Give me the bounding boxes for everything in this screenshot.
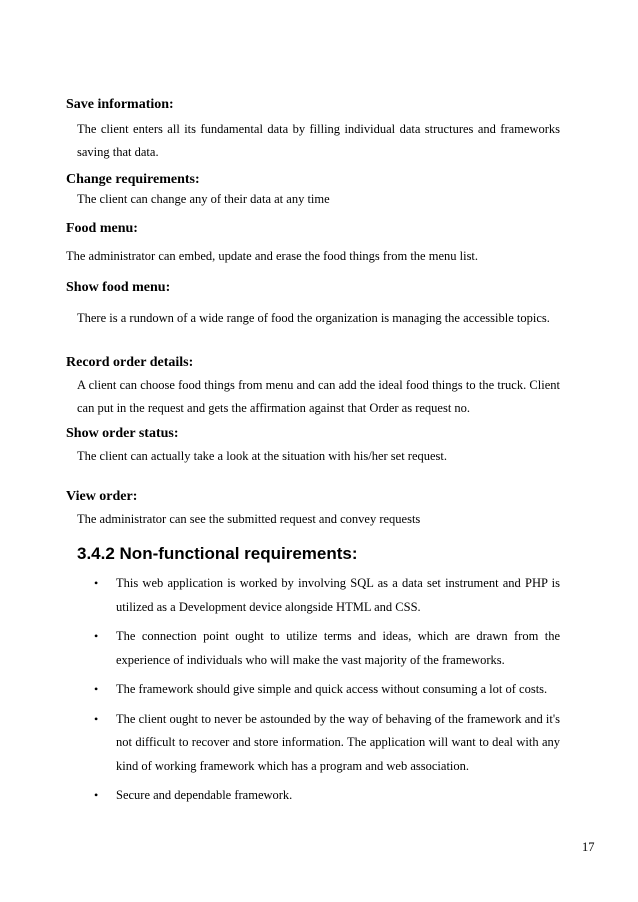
list-item (92, 784, 560, 808)
list-item-text: The framework should give simple and quick access without consuming a lot of costs. (116, 682, 548, 696)
paragraph-show-order-status: The client can actually take a look at the situation with his/her set request. (77, 449, 448, 463)
list-item (92, 678, 560, 702)
heading-save-information: Save information: (66, 97, 174, 112)
list-item (92, 708, 560, 779)
list-item-text: This web application is worked by involving SQL as a data set instrument and PHP is utilized as a Development device alongside HTML and CSS. (116, 576, 560, 614)
bullet-icon: • (94, 629, 99, 643)
bullet-icon: • (94, 788, 99, 802)
heading-change-requirements: Change requirements: (66, 172, 200, 187)
list-item (92, 625, 560, 672)
heading-record-order-details: Record order details: (66, 355, 194, 370)
page-number: 17 (582, 840, 595, 854)
paragraph-record-order-details: A client can choose food things from menu and can add the ideal food things to the truck. Client can put in the request and gets the affirmation against that Order as request no. (77, 378, 560, 415)
paragraph-view-order: The administrator can see the submitted request and convey requests (77, 512, 421, 526)
paragraph-save-information: The client enters all its fundamental data by filling individual data structures and frameworks saving that data. (77, 122, 560, 159)
nonfunctional-list (92, 572, 560, 814)
heading-view-order: View order: (66, 489, 138, 504)
bullet-icon: • (94, 711, 99, 726)
list-item-text: Secure and dependable framework. (116, 788, 293, 802)
paragraph-show-food-menu: There is a rundown of a wide range of food the organization is managing the accessible topics. (77, 311, 550, 325)
heading-food-menu: Food menu: (66, 221, 138, 236)
list-item-text: The client ought to never be astounded by the way of behaving of the framework and it's not difficult to recover and store information. The application will want to deal with any kind of working framework which has a program and web association. (116, 711, 560, 773)
list-item-text: The connection point ought to utilize terms and ideas, which are drawn from the experience of individuals who will make the vast majority of the frameworks. (116, 629, 560, 667)
heading-show-food-menu: Show food menu: (66, 280, 171, 295)
list-item (92, 572, 560, 619)
paragraph-change-requirements: The client can change any of their data at any time (77, 192, 330, 206)
heading-show-order-status: Show order status: (66, 426, 179, 441)
section-title-nonfunctional: 3.4.2 Non-functional requirements: (77, 544, 358, 563)
bullet-icon: • (94, 682, 99, 696)
bullet-icon: • (94, 576, 99, 590)
paragraph-food-menu: The administrator can embed, update and erase the food things from the menu list. (66, 249, 479, 263)
